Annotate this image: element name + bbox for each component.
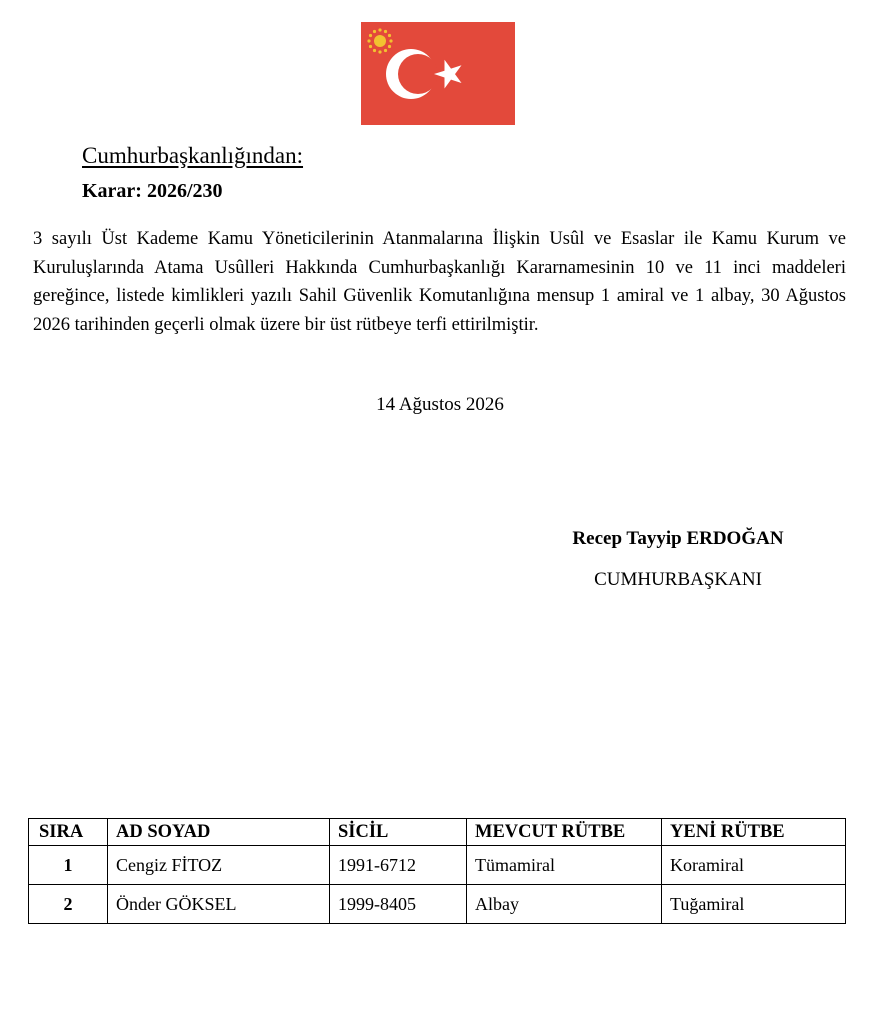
cell-sira: 1 [29, 846, 108, 885]
cell-sira: 2 [29, 885, 108, 924]
header-mevcut-rutbe: MEVCUT RÜTBE [467, 819, 662, 846]
signer-title: CUMHURBAŞKANI [594, 569, 762, 590]
cell-yeni-rutbe: Tuğamiral [662, 885, 846, 924]
cell-sicil: 1991-6712 [330, 846, 467, 885]
presidential-flag-emblem [361, 22, 515, 125]
header-sicil: SİCİL [330, 819, 467, 846]
cell-mevcut-rutbe: Albay [467, 885, 662, 924]
cell-yeni-rutbe: Koramiral [662, 846, 846, 885]
header-yeni-rutbe: YENİ RÜTBE [662, 819, 846, 846]
decision-date: 14 Ağustos 2026 [376, 394, 504, 415]
header-sira: SIRA [29, 819, 108, 846]
cell-sicil: 1999-8405 [330, 885, 467, 924]
header-ad-soyad: AD SOYAD [108, 819, 330, 846]
table-row [29, 846, 846, 885]
table-row [29, 885, 846, 924]
cell-ad-soyad: Cengiz FİTOZ [108, 846, 330, 885]
cell-ad-soyad: Önder GÖKSEL [108, 885, 330, 924]
promotion-table [28, 818, 846, 924]
cell-mevcut-rutbe: Tümamiral [467, 846, 662, 885]
table-header-row [29, 819, 846, 846]
decision-body-text: 3 sayılı Üst Kademe Kamu Yöneticilerinin Atanmalarına İlişkin Usûl ve Esaslar ile Kamu Kurum ve Kuruluşlarında Atama Usûlleri Hakkında Cumhurbaşkanlığı Kararnamesinin 10 ve 11 inci maddeleri gereğince, listede kimlikleri yazılı Sahil Güvenlik Komutanlığına mensup 1 amiral ve 1 albay, 30 Ağustos 2026 tarihinden geçerli olmak üzere bir üst rütbeye terfi ettirilmiştir. [33, 229, 846, 335]
issuing-authority: Cumhurbaşkanlığından: [82, 143, 304, 168]
signer-name: Recep Tayyip ERDOĞAN [572, 528, 784, 549]
decision-number: Karar: 2026/230 [82, 180, 223, 202]
